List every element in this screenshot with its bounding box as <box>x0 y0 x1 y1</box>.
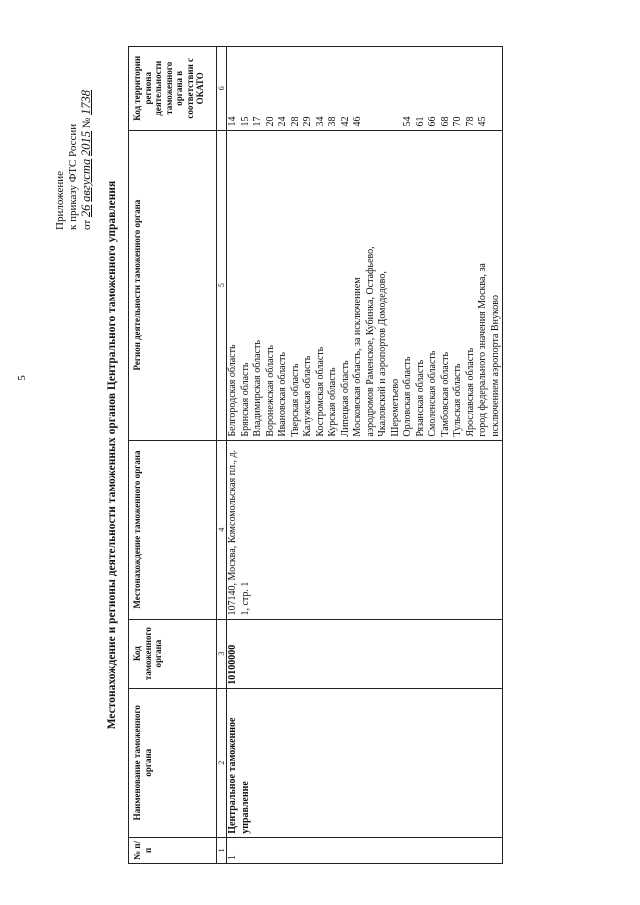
column-number: 3 <box>217 619 227 688</box>
okato-code: 68 <box>439 116 451 127</box>
okato-code: 14 <box>227 116 238 127</box>
region-line: аэродромов Раменское, Кубинка, Остафьево, <box>364 246 376 437</box>
header-name: Наименование таможенного органа <box>129 688 217 837</box>
okato-code: 29 <box>302 116 313 127</box>
column-number: 4 <box>217 440 227 619</box>
document-title: Местонахождение и регионы деятельности таможенных органов Центрального таможенного управления <box>106 180 118 730</box>
appendix-date-line <box>80 50 94 230</box>
row-num: 1 <box>227 837 503 863</box>
row-okato-codes <box>227 47 503 131</box>
header-code: Код таможенного органа <box>129 619 217 688</box>
region-line: исключением аэропорта Внуково <box>489 295 501 437</box>
okato-code <box>490 50 503 127</box>
okato-code: 45 <box>477 116 488 127</box>
okato-code <box>377 50 390 127</box>
appendix-line-1: Приложение <box>54 170 66 230</box>
region-line: Тверская область <box>289 363 301 437</box>
okato-code: 66 <box>427 116 438 127</box>
appendix-header <box>54 50 94 230</box>
region-line: Орловская область <box>402 356 413 437</box>
region-line: Московская область, за исключением <box>352 277 363 437</box>
table-row <box>227 47 503 864</box>
okato-code: 38 <box>327 116 338 127</box>
appendix-year: 2015 <box>79 130 93 156</box>
okato-code <box>390 50 403 127</box>
region-line: Липецкая область <box>339 360 351 437</box>
customs-table <box>128 46 503 864</box>
region-line: Тульская область <box>452 363 463 437</box>
appendix-month: августа <box>79 158 93 202</box>
okato-code: 46 <box>352 116 363 127</box>
region-line: Владимирская область <box>252 340 263 437</box>
region-line: Костромская область <box>314 346 326 437</box>
region-line: Белгородская область <box>227 344 238 437</box>
region-line: Смоленская область <box>427 350 438 437</box>
row-regions <box>227 130 503 440</box>
okato-code: 42 <box>339 116 351 127</box>
column-number: 5 <box>217 130 227 440</box>
appendix-day: 26 <box>79 204 93 218</box>
region-line: Брянская область <box>239 362 251 437</box>
appendix-number-sign: № <box>81 117 93 129</box>
rotated-page-content <box>50 40 570 870</box>
okato-code: 15 <box>239 116 251 127</box>
column-numbers-row <box>217 47 227 864</box>
okato-code: 61 <box>414 116 426 127</box>
row-name: Центральное таможенное управление <box>227 688 503 837</box>
appendix-line-2: к приказу ФТС России <box>67 123 79 230</box>
header-okato: Код территории региона деятельности таможенного органа в соответствии с ОКАТО <box>129 47 217 131</box>
table-header-row <box>129 47 217 864</box>
header-region: Регион деятельности таможенного органа <box>129 130 217 440</box>
row-location: 107140, Москва, Комсомольская пл., д. 1, стр. 1 <box>227 440 503 619</box>
appendix-number: 1738 <box>79 89 93 115</box>
row-code: 10100000 <box>227 619 503 688</box>
okato-code: 28 <box>289 116 301 127</box>
region-line: Чкаловский и аэропортов Домодедово, <box>377 271 388 437</box>
region-line: Калужская область <box>302 355 313 437</box>
okato-code: 24 <box>277 116 288 127</box>
header-location: Местонахождение таможенного органа <box>129 440 217 619</box>
appendix-prefix: от <box>81 219 93 230</box>
okato-code: 20 <box>264 116 276 127</box>
header-num: № п/п <box>129 837 217 863</box>
okato-code: 70 <box>452 116 463 127</box>
region-line: Ярославская область <box>464 347 476 437</box>
column-number: 2 <box>217 688 227 837</box>
region-line: Тамбовская область <box>439 351 451 437</box>
okato-code: 54 <box>402 116 413 127</box>
okato-code: 17 <box>252 116 263 127</box>
column-number: 6 <box>217 47 227 131</box>
region-line: Шереметьево <box>389 378 401 437</box>
okato-code <box>365 50 378 127</box>
okato-code: 78 <box>464 116 476 127</box>
okato-code: 34 <box>314 116 326 127</box>
column-number: 1 <box>217 837 227 863</box>
region-line: Курская область <box>327 367 338 437</box>
region-line: Ивановская область <box>277 352 288 437</box>
region-line: Рязанская область <box>414 359 426 437</box>
page-number: 5 <box>16 375 28 381</box>
region-line: Воронежская область <box>264 345 276 437</box>
region-line: город федерального значения Москва, за <box>477 263 488 437</box>
